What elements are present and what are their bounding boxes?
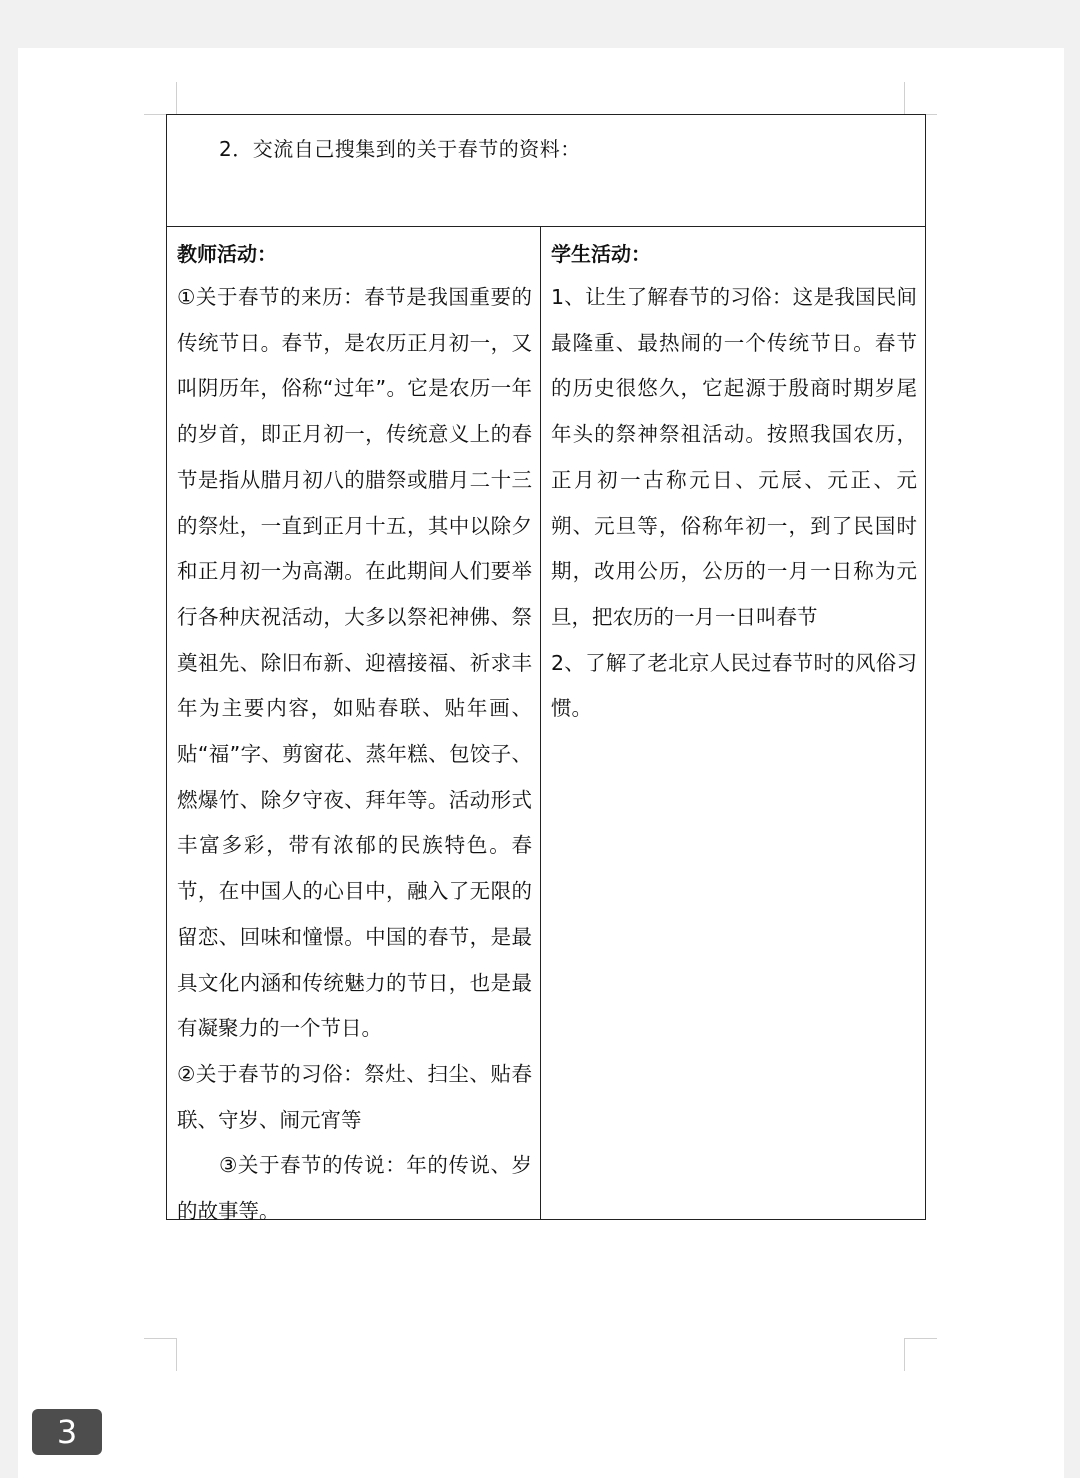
margin-mark-top-right: [904, 82, 937, 115]
student-activity-column: [541, 227, 925, 1219]
student-activity-title: 学生活动：: [551, 242, 651, 266]
margin-mark-bottom-left: [144, 1338, 177, 1371]
teacher-activity-title: 教师活动：: [177, 242, 277, 266]
header-text: 2．交流自己搜集到的关于春节的资料：: [219, 137, 581, 161]
table-header-row: [167, 115, 925, 227]
page-number-badge[interactable]: 3: [32, 1409, 102, 1455]
student-paragraph-1: 1、让生了解春节的习俗：这是我国民间最隆重、最热闹的一个传统节日。春节的历史很悠久，它起源于殷商时期岁尾年头的祭神祭祖活动。按照我国农历，正月初一古称元日、元辰、元正、元朔、元旦等，俗称年初一，到了民国时期，改用公历，公历的一月一日称为元旦，把农历的一月一日叫春节: [551, 285, 917, 629]
teacher-paragraph-legend: ③关于春节的传说：年的传说、岁的故事等。: [177, 1153, 532, 1224]
margin-mark-bottom-right: [904, 1338, 937, 1371]
teacher-paragraph-customs: ②关于春节的习俗：祭灶、扫尘、贴春联、守岁、闹元宵等: [177, 1061, 532, 1132]
margin-mark-top-left: [144, 82, 177, 115]
activity-table: [166, 114, 926, 1224]
teacher-paragraph-origin: ①关于春节的来历：春节是我国重要的传统节日。春节，是农历正月初一，又叫阴历年，俗称“过年”。它是农历一年的岁首，即正月初一，传统意义上的春节是指从腊月初八的腊祭或腊月二十三的祭灶，一直到正月十五，其中以除夕和正月初一为高潮。在此期间人们要举行各种庆祝活动，大多以祭祀神佛、祭奠祖先、除旧布新、迎禧接福、祈求丰年为主要内容，如贴春联、贴年画、贴“福”字、剪窗花、蒸年糕、包饺子、燃爆竹、除夕守夜、拜年等。活动形式丰富多彩，带有浓郁的民族特色。春节，在中国人的心目中，融入了无限的留恋、回味和憧憬。中国的春节，是最具文化内涵和传统魅力的节日，也是最有凝聚力的一个节日。: [177, 285, 532, 1041]
student-paragraph-2: 2、了解了老北京人民过春节时的风俗习惯。: [551, 650, 917, 721]
teacher-activity-column: [167, 227, 541, 1224]
